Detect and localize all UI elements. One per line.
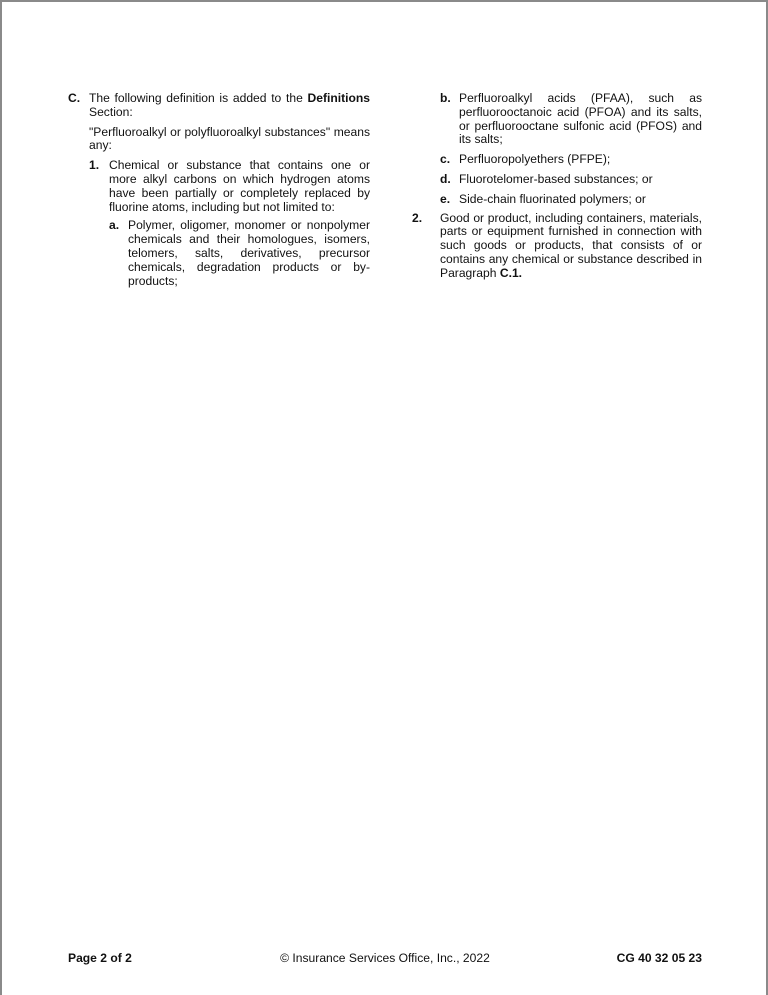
copyright-notice: © Insurance Services Office, Inc., 2022	[280, 951, 490, 965]
subitem-c-text: Perfluoropolyethers (PFPE);	[459, 152, 611, 167]
document-page	[2, 2, 766, 995]
subitem-e-text: Side-chain fluorinated polymers; or	[459, 191, 646, 206]
page-footer	[68, 952, 702, 968]
right-column	[412, 92, 702, 281]
subitem-d-text: Fluorotelomer-based substances; or	[459, 171, 653, 186]
item-2-body	[440, 212, 702, 281]
subitem-b-marker: b.	[440, 91, 451, 105]
definitions-heading: Definitions	[307, 91, 370, 105]
subitem-c-marker: c.	[440, 152, 451, 167]
subitem-a-marker: a.	[109, 218, 120, 233]
item-2-reference: C.1.	[499, 265, 523, 280]
item-2-marker: 2.	[412, 210, 423, 225]
subitem-d	[440, 173, 702, 187]
item-2-text: Good or product, including containers, materials, parts or equipment furnished in connection with such goods or products, that consists of or contains any chemical or substance described in Paragraph	[440, 210, 702, 280]
subitem-d-marker: d.	[440, 171, 451, 186]
section-c-intro-end: Section:	[89, 104, 133, 119]
page-number: Page 2 of 2	[68, 951, 132, 965]
item-1-marker: 1.	[89, 158, 100, 173]
subitem-c	[440, 153, 702, 167]
subitem-e-marker: e.	[440, 191, 451, 206]
subitem-a-text: Polymer, oligomer, monomer or nonpolymer chemicals and their homologues, isomers, telomers, salts, derivatives, precursor chemicals, degradation products or by-products;	[128, 218, 370, 288]
form-number: CG 40 32 05 23	[616, 951, 702, 965]
definition-term: "Perfluoroalkyl or polyfluoroalkyl substances" means any:	[89, 124, 370, 153]
left-column	[68, 92, 370, 288]
subitem-e	[440, 193, 702, 207]
subitem-b	[440, 92, 702, 147]
item-2	[412, 212, 702, 281]
section-c	[68, 92, 370, 120]
section-c-intro-text: The following definition is added to the	[89, 91, 308, 105]
section-c-intro	[89, 92, 370, 120]
item-1	[89, 159, 370, 214]
item-1-text: Chemical or substance that contains one or more alkyl carbons on which hydrogen atoms have been partially or completely replaced by fluorine atoms, including but not limited to:	[109, 158, 370, 214]
section-c-marker: C.	[68, 91, 81, 105]
subitem-a	[109, 219, 370, 288]
subitem-b-text: Perfluoroalkyl acids (PFAA), such as perfluorooctanoic acid (PFOA) and its salts, or perfluorooctane sulfonic acid (PFOS) and its salts;	[459, 91, 702, 147]
